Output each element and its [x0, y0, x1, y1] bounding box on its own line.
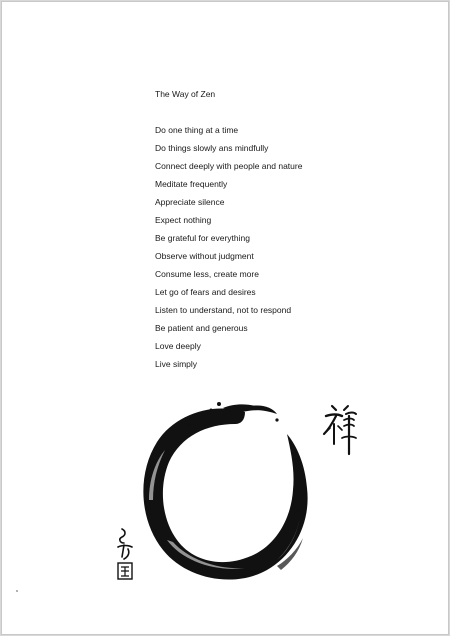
list-item: Listen to understand, not to respond [155, 305, 292, 315]
list-item: Be grateful for everything [155, 233, 250, 243]
list-item: Love deeply [155, 341, 201, 351]
enso-circle-icon [127, 390, 317, 590]
artist-signature-seal-icon [114, 527, 136, 581]
zen-principles-list [155, 124, 302, 376]
list-item: Observe without judgment [155, 251, 254, 261]
list-item: Consume less, create more [155, 269, 259, 279]
list-item: Let go of fears and desires [155, 287, 256, 297]
list-item: Be patient and generous [155, 323, 248, 333]
list-item: Meditate frequently [155, 179, 228, 189]
document-page [2, 2, 448, 634]
document-title: The Way of Zen [155, 89, 216, 99]
list-item: Do one thing at a time [155, 125, 239, 135]
list-item: Expect nothing [155, 215, 212, 225]
list-item: Do things slowly ans mindfully [155, 143, 269, 153]
paper-speck [16, 590, 18, 592]
list-item: Connect deeply with people and nature [155, 161, 303, 171]
list-item: Appreciate silence [155, 197, 225, 207]
zen-calligraphy-icon [322, 402, 358, 458]
list-item: Live simply [155, 359, 198, 369]
